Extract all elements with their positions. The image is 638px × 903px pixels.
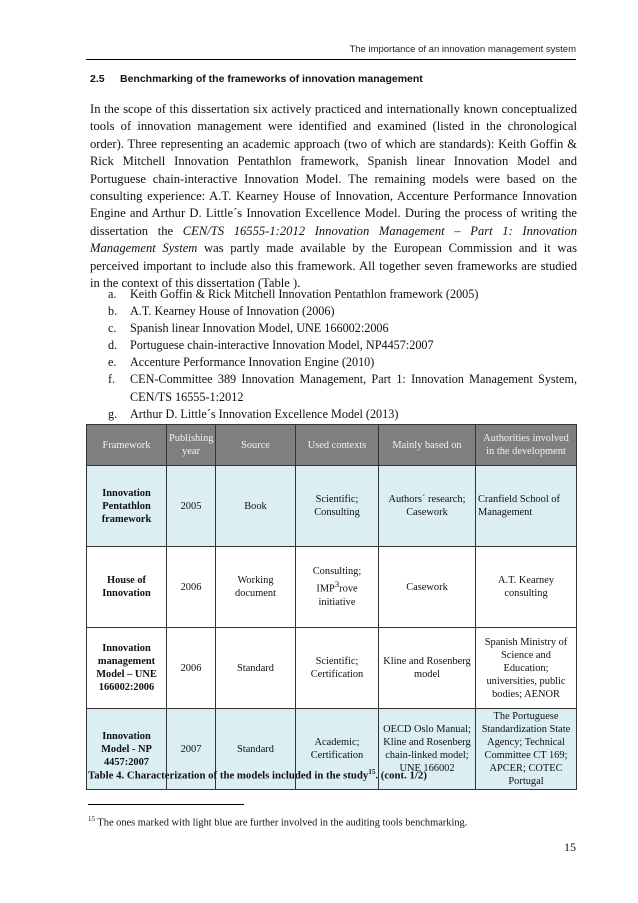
cell-contexts xyxy=(296,547,379,628)
intro-paragraph xyxy=(90,101,577,292)
table-row xyxy=(87,628,577,709)
list-item xyxy=(108,354,577,371)
cell-contexts-pre: Consulting; IMP xyxy=(312,566,362,595)
list-item xyxy=(108,371,577,405)
cell-year: 2006 xyxy=(167,547,216,628)
intro-text-2: was partly made available by the European Commission and it was perceived important to include also this framework. All together seven frameworks are studied in the context of this dissertation (Table ). xyxy=(90,241,578,291)
cell-based-on: Kline and Rosenberg model xyxy=(379,628,476,709)
cell-authorities: The Portuguese Standardization State Agency; Technical Committee CT 169; APCER; COTEC Portugal xyxy=(476,709,577,790)
column-header-contexts: Used contexts xyxy=(296,425,379,466)
section-number: 2.5 xyxy=(90,73,105,85)
table-header-row xyxy=(87,425,577,466)
list-item-label: e. xyxy=(108,355,117,370)
cell-source: Standard xyxy=(216,709,296,790)
column-header-based-on: Mainly based on xyxy=(379,425,476,466)
section-heading xyxy=(90,73,570,85)
section-title: Benchmarking of the frameworks of innovation management xyxy=(120,73,423,85)
frameworks-table xyxy=(86,424,577,790)
frameworks-list xyxy=(108,286,577,423)
list-item xyxy=(108,303,577,320)
table-row xyxy=(87,547,577,628)
column-header-authorities: Authorities involved in the development xyxy=(476,425,577,466)
table-caption xyxy=(88,768,578,782)
cell-contexts-sup: 3 xyxy=(334,579,340,590)
cell-based-on: OECD Oslo Manual; Kline and Rosenberg chain-linked model; UNE 166002 xyxy=(379,709,476,790)
table-row xyxy=(87,466,577,547)
cell-framework: Innovation management Model – UNE 166002:2006 xyxy=(87,628,167,709)
cell-framework: House of Innovation xyxy=(87,547,167,628)
list-item-label: a. xyxy=(108,287,117,301)
cell-based-on: Authors´ research; Casework xyxy=(379,466,476,547)
cell-framework: Innovation Model - NP 4457:2007 xyxy=(87,709,167,790)
cell-source: Standard xyxy=(216,628,296,709)
cell-source: Working document xyxy=(216,547,296,628)
column-header-framework: Framework xyxy=(87,425,167,466)
cell-year: 2007 xyxy=(167,709,216,790)
footnote-mark: 15 xyxy=(88,815,95,823)
list-item-text: Accenture Performance Innovation Engine (2010) xyxy=(130,355,375,370)
page-number: 15 xyxy=(564,840,576,854)
list-item-text: Portuguese chain-interactive Innovation Model, NP4457:2007 xyxy=(130,338,434,353)
cell-year: 2006 xyxy=(167,628,216,709)
cell-authorities: Spanish Ministry of Science and Education; universities, public bodies; AENOR xyxy=(476,628,577,709)
footnote-rule xyxy=(88,804,244,805)
list-item-text: Keith Goffin & Rick Mitchell Innovation Pentathlon framework (2005) xyxy=(130,287,479,301)
list-item-text: CEN-Committee 389 Innovation Management, Part 1: Innovation Management System, CEN/TS 16555-1:2012 xyxy=(130,372,577,404)
cell-contexts: Scientific; Consulting xyxy=(296,466,379,547)
list-item-label: g. xyxy=(108,406,118,421)
list-item-label: c. xyxy=(108,321,117,336)
list-item-text: A.T. Kearney House of Innovation (2006) xyxy=(130,304,335,319)
column-header-source: Source xyxy=(216,425,296,466)
caption-suffix: . (cont. 1/2) xyxy=(375,769,427,782)
running-header: The importance of an innovation management system xyxy=(349,44,576,55)
list-item-text: Arthur D. Little´s Innovation Excellence Model (2013) xyxy=(130,406,399,421)
list-item-text: Spanish linear Innovation Model, UNE 166002:2006 xyxy=(130,321,389,336)
intro-italic-title: CEN/TS 16555-1:2012 Innovation Management – Part 1: Innovation Management System xyxy=(90,223,577,256)
cell-contexts: Scientific; Certification xyxy=(296,628,379,709)
cell-framework: Innovation Pentathlon framework xyxy=(87,466,167,547)
list-item-label: b. xyxy=(108,304,118,319)
cell-contexts-post: rove initiative xyxy=(318,583,358,608)
cell-based-on: Casework xyxy=(379,547,476,628)
header-rule xyxy=(86,59,576,60)
cell-contexts: Academic; Certification xyxy=(296,709,379,790)
column-header-year: Publishing year xyxy=(167,425,216,466)
caption-text: Table 4. Characterization of the models included in the study xyxy=(88,769,369,782)
list-item xyxy=(108,320,577,337)
intro-text-1: In the scope of this dissertation six actively practiced and internationally known conceptualized tools of innovation management were identified and examined (listed in the chronological order). Three representing an academic approach (two of which are standards): Keith Goffin & Rick Mitchell Innovation Pentathlon framework, Spanish linear Innovation Model and Portuguese chain-interactive Innovation Model. The remaining models were based on the consulting experience: A.T. Kearney House of Innovation, Accenture Performance Innovation Engine and Arthur D. Little´s Innovation Excellence Model. During the process of writing the dissertation the xyxy=(90,102,577,238)
caption-footnote-ref: 15 xyxy=(368,768,376,776)
list-item-label: f. xyxy=(108,372,116,387)
cell-year: 2005 xyxy=(167,466,216,547)
list-item xyxy=(108,406,577,423)
list-item-label: d. xyxy=(108,338,118,353)
footnote xyxy=(88,815,578,828)
footnote-text: The ones marked with light blue are further involved in the auditing tools benchmarking. xyxy=(95,817,468,829)
cell-authorities: A.T. Kearney consulting xyxy=(476,547,577,628)
list-item xyxy=(108,337,577,354)
cell-source: Book xyxy=(216,466,296,547)
list-item xyxy=(108,286,577,303)
cell-authorities: Cranfield School of Management xyxy=(476,466,577,547)
